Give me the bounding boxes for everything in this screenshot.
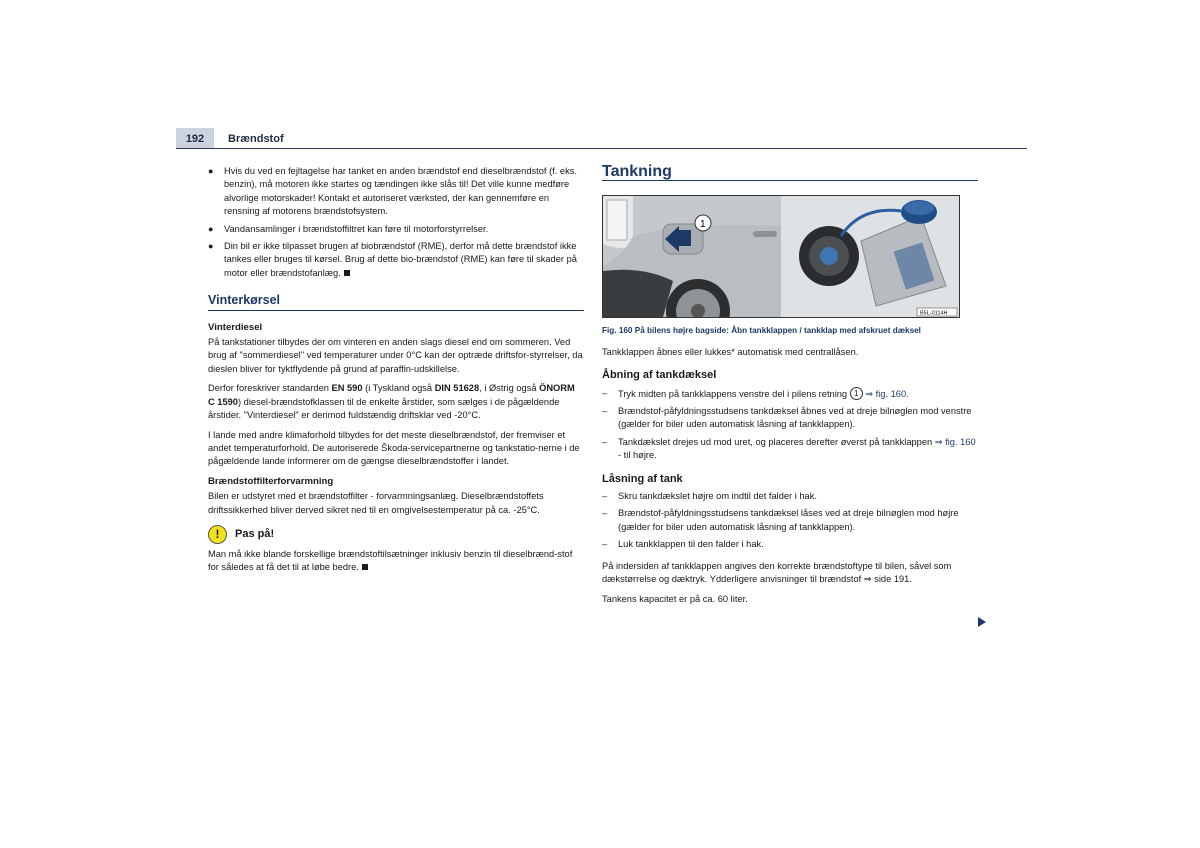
list-item: – Luk tankklappen til den falder i hak. (602, 539, 764, 550)
left-column (208, 165, 584, 581)
page-header (176, 128, 1027, 149)
section-title: Vinterkørsel (208, 294, 584, 310)
list-item: – Brændstof-påfyldningsstudsens tankdæksel åbnes ved at dreje bilnøglen mod venstre (gælder for biler uden automatisk låsning af tankklappen). (602, 406, 972, 430)
subsection-title: Åbning af tankdæksel (602, 369, 717, 382)
caution-header (208, 525, 584, 544)
subsection-title: Vinterdiesel (208, 321, 263, 333)
subsection-title: Låsning af tank (602, 472, 683, 485)
paragraph: Tankklappen åbnes eller lukkes* automatisk med centrallåsen. (602, 346, 859, 357)
bullet-icon: ● (208, 241, 214, 252)
main-title: Tankning (602, 165, 978, 181)
caution-icon: ! (208, 525, 227, 544)
subsection-title: Brændstoffilterforvarmning (208, 475, 334, 487)
paragraph: På indersiden af tankklappen angives den korrekte brændstoftype til bilen, såvel som dækstørrelse og dæktryk. Ydderligere anvisninger til brændstof ⇒ side 191. (602, 560, 952, 585)
running-head: Brændstof (228, 133, 284, 145)
figure-caption: Fig. 160 På bilens højre bagside: Åbn tankklappen / tankklap med afskruet dæksel (602, 326, 921, 336)
next-page-arrow-icon (978, 617, 986, 627)
bullet-icon: ● (208, 166, 214, 176)
paragraph: I lande med andre klimaforhold tilbydes for det meste dieselbrændstof, der fremviser et andet temperaturforhold. De autoriserede Škoda-servicepartnerne og tankstatio-nerne i de pågældende lande informerer om de gængse dieselbrændstoffer i landet. (208, 429, 580, 467)
caution-title: Pas på! (235, 527, 275, 540)
paragraph: Bilen er udstyret med et brændstoffilter - forvarmningsanlæg. Dieselbrændstoffets driftssikkerhed bliver derved sikret ned til en omgivelsestemperatur på ca. -25°C. (208, 491, 544, 515)
end-mark-icon (362, 564, 368, 570)
paragraph: Tankens kapacitet er på ca. 60 liter. (602, 593, 748, 604)
paragraph: Derfor foreskriver standarden EN 590 (i Tyskland også DIN 51628, i Østrig også ÖNORM C 1590) diesel-brændstofklassen til de enkelte årstider, som sælges i de pågældende årstider. "Vinterdiesel" er derimod fuldstændig driftsklar ved -20°C. (208, 383, 575, 421)
page-number: 192 (176, 128, 214, 148)
caution-text: Man må ikke blande forskellige brændstoftilsætninger inklusiv benzin til dieselbrænd-stof for således at få det til at løbe bedre. (208, 548, 573, 573)
list-item: – Tryk midten på tankklappens venstre del i pilens retning 1 ⇒ fig. 160. (602, 387, 909, 399)
fuel-flap-car-illustration (603, 196, 781, 317)
figure-160 (602, 195, 960, 318)
callout-number: 1 (850, 387, 863, 400)
list-item: ● Din bil er ikke tilpasset brugen af biobrændstof (RME), derfor må dette brændstof ikke tankes eller bruges til kørsel. Brug af dette bio-brændstof (RME) kan føre til skader på motor eller brændstofanlæg. (208, 240, 584, 280)
paragraph: På tankstationer tilbydes der om vinteren en anden slags diesel end om sommeren. Ved brug af "sommerdiesel" ved temperaturer under 0°C kan der optræde driftsfor-styrrelser, da dieslen bliver for tyktflydende på grund af paraffin-udskillelse. (208, 337, 583, 374)
figure-link[interactable]: ⇒ fig. 160 (934, 436, 976, 447)
end-mark-icon (344, 270, 350, 276)
right-column (602, 165, 978, 612)
list-item: – Brændstof-påfyldningsstudsens tankdæksel låses ved at dreje bilnøglen mod højre (gælder for biler uden automatisk låsning af tankklappen). (602, 508, 959, 532)
figure-link[interactable]: ⇒ fig. 160 (862, 388, 907, 399)
list-item: ● Vandansamlinger i brændstoffiltret kan føre til motorforstyrrelser. (208, 223, 584, 236)
list-item: – Tankdækslet drejes ud mod uret, og placeres derefter øverst på tankklappen ⇒ fig. 160 - til højre. (602, 436, 976, 461)
list-item: – Skru tankdækslet højre om indtil det falder i hak. (602, 491, 817, 502)
figure-callout: 1 (700, 219, 706, 231)
list-item: ● Hvis du ved en fejltagelse har tanket en anden brændstof end dieselbrændstof (f. eks. benzin), må motoren ikke startes og tændingen ikke slås til! Det ville kunne medføre alvorlige motorskader! Kontakt et autoriseret værksted, der kan gennemføre en rensning af motorens brændstofsystem. (208, 165, 584, 219)
fuel-cap-removed-illustration (781, 196, 959, 317)
figure-code: B5L-0114H (920, 310, 948, 317)
bullet-icon: ● (208, 223, 214, 234)
